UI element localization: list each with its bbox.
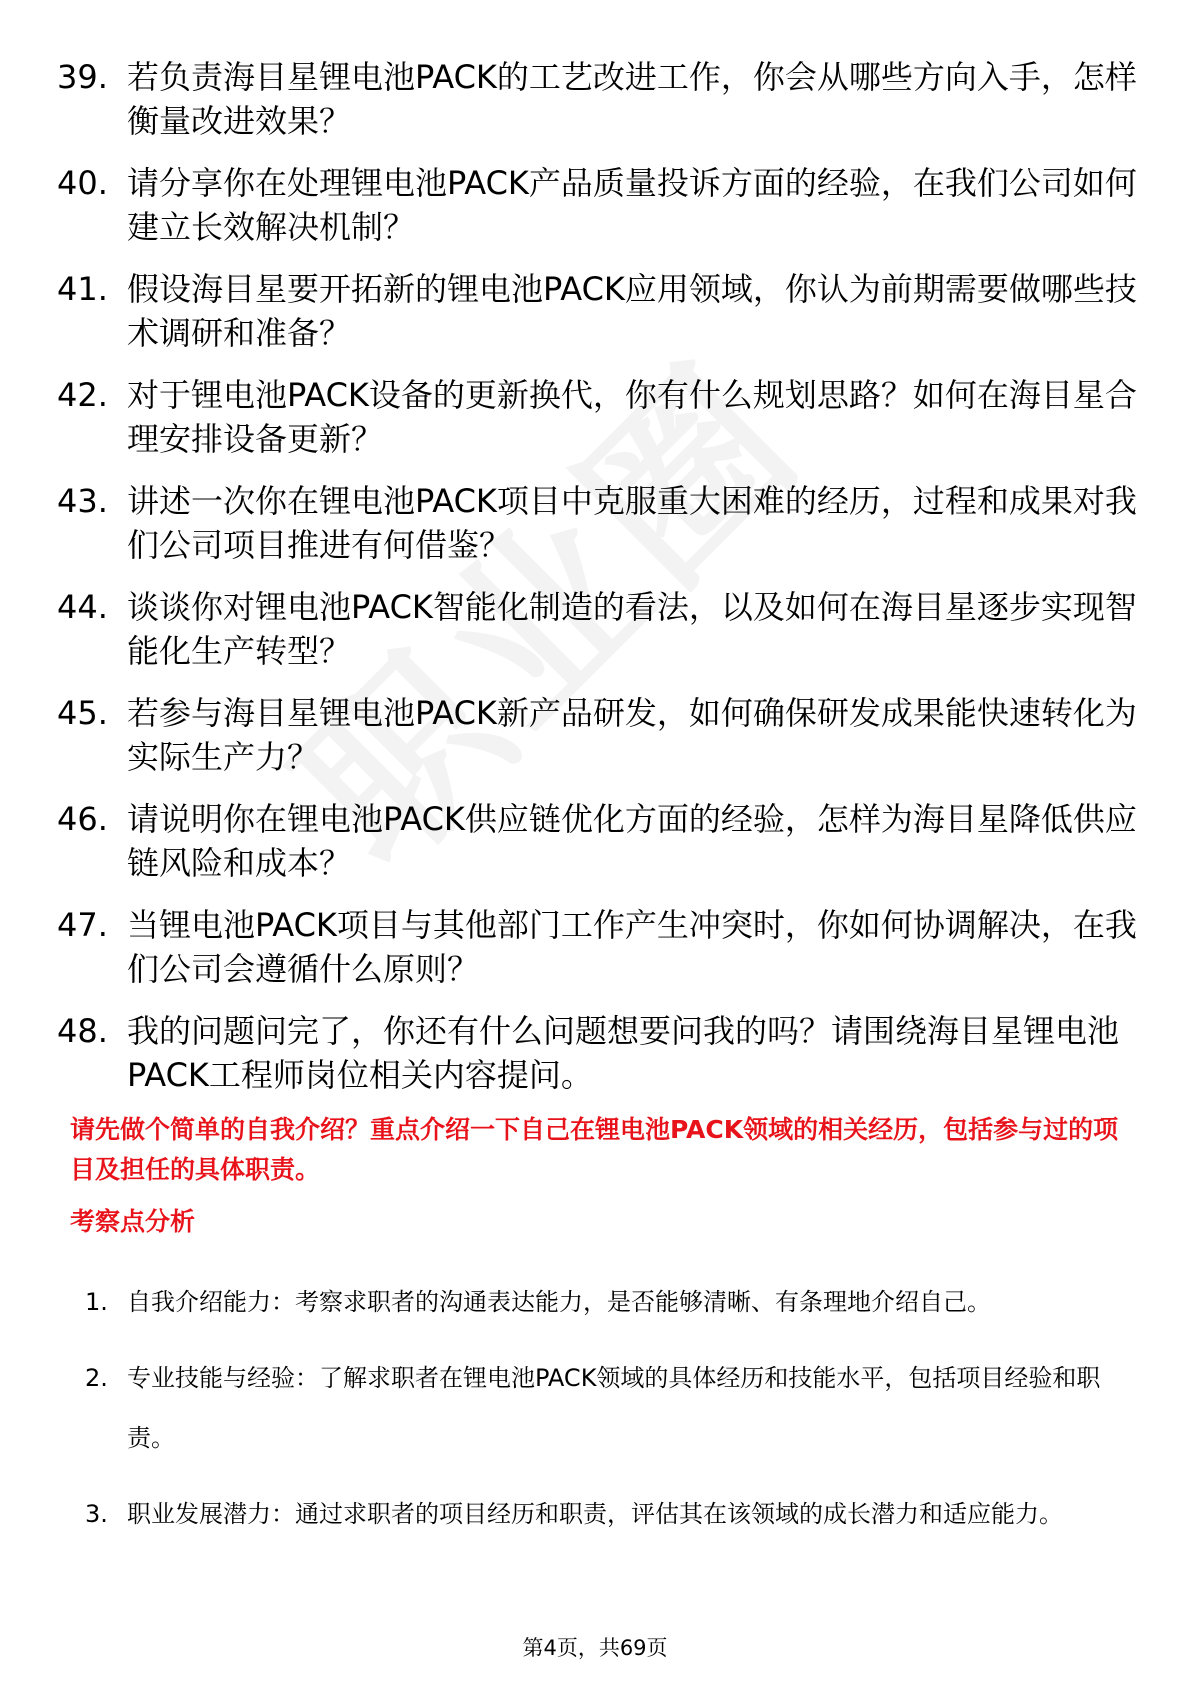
analysis-item (85, 1348, 1115, 1468)
question-item (57, 55, 1137, 143)
question-item (57, 797, 1137, 885)
question-text: 假设海目星要开拓新的锂电池PACK应用领域，你认为前期需要做哪些技术调研和准备？ (127, 270, 1137, 352)
question-text: 谈谈你对锂电池PACK智能化制造的看法，以及如何在海目星逐步实现智能化生产转型？ (127, 588, 1137, 670)
question-item (57, 161, 1137, 249)
analysis-text: 自我介绍能力：考察求职者的沟通表达能力，是否能够清晰、有条理地介绍自己。 (127, 1288, 991, 1316)
question-item (57, 373, 1137, 461)
analysis-text: 专业技能与经验：了解求职者在锂电池PACK领域的具体经历和技能水平，包括项目经验和职责。 (127, 1364, 1101, 1452)
analysis-number: 1. (85, 1288, 108, 1316)
question-number: 45. (57, 694, 108, 732)
question-text: 若负责海目星锂电池PACK的工艺改进工作，你会从哪些方向入手，怎样衡量改进效果？ (127, 58, 1137, 140)
question-text: 讲述一次你在锂电池PACK项目中克服重大困难的经历，过程和成果对我们公司项目推进有何借鉴？ (127, 482, 1137, 564)
highlight-question: 请先做个简单的自我介绍？重点介绍一下自己在锂电池PACK领域的相关经历，包括参与过的项目及担任的具体职责。 (70, 1115, 1119, 1184)
analysis-item (85, 1484, 1115, 1544)
analysis-title: 考察点分析 (70, 1207, 196, 1236)
question-item (57, 267, 1137, 355)
question-text: 若参与海目星锂电池PACK新产品研发，如何确保研发成果能快速转化为实际生产力？ (127, 694, 1137, 776)
analysis-number: 2. (85, 1364, 108, 1392)
question-number: 46. (57, 800, 108, 838)
question-text: 请分享你在处理锂电池PACK产品质量投诉方面的经验，在我们公司如何建立长效解决机制？ (127, 164, 1137, 246)
question-item (57, 1009, 1137, 1097)
question-text: 当锂电池PACK项目与其他部门工作产生冲突时，你如何协调解决，在我们公司会遵循什么原则？ (127, 906, 1137, 988)
question-item (57, 479, 1137, 567)
question-number: 41. (57, 270, 108, 308)
question-number: 39. (57, 58, 108, 96)
question-number: 42. (57, 376, 108, 414)
analysis-list (85, 1272, 1115, 1560)
question-item (57, 585, 1137, 673)
question-number: 48. (57, 1012, 108, 1050)
question-text: 对于锂电池PACK设备的更新换代，你有什么规划思路？如何在海目星合理安排设备更新？ (127, 376, 1137, 458)
analysis-text: 职业发展潜力：通过求职者的项目经历和职责，评估其在该领域的成长潜力和适应能力。 (127, 1500, 1063, 1528)
question-number: 40. (57, 164, 108, 202)
question-number: 44. (57, 588, 108, 626)
question-item (57, 691, 1137, 779)
question-number: 43. (57, 482, 108, 520)
question-list (57, 55, 1137, 1115)
question-text: 请说明你在锂电池PACK供应链优化方面的经验，怎样为海目星降低供应链风险和成本？ (127, 800, 1137, 882)
analysis-item (85, 1272, 1115, 1332)
analysis-number: 3. (85, 1500, 108, 1528)
question-number: 47. (57, 906, 108, 944)
question-text: 我的问题问完了，你还有什么问题想要问我的吗？请围绕海目星锂电池PACK工程师岗位相关内容提问。 (127, 1012, 1120, 1094)
page-footer: 第4页，共69页 (522, 1636, 668, 1660)
question-item (57, 903, 1137, 991)
